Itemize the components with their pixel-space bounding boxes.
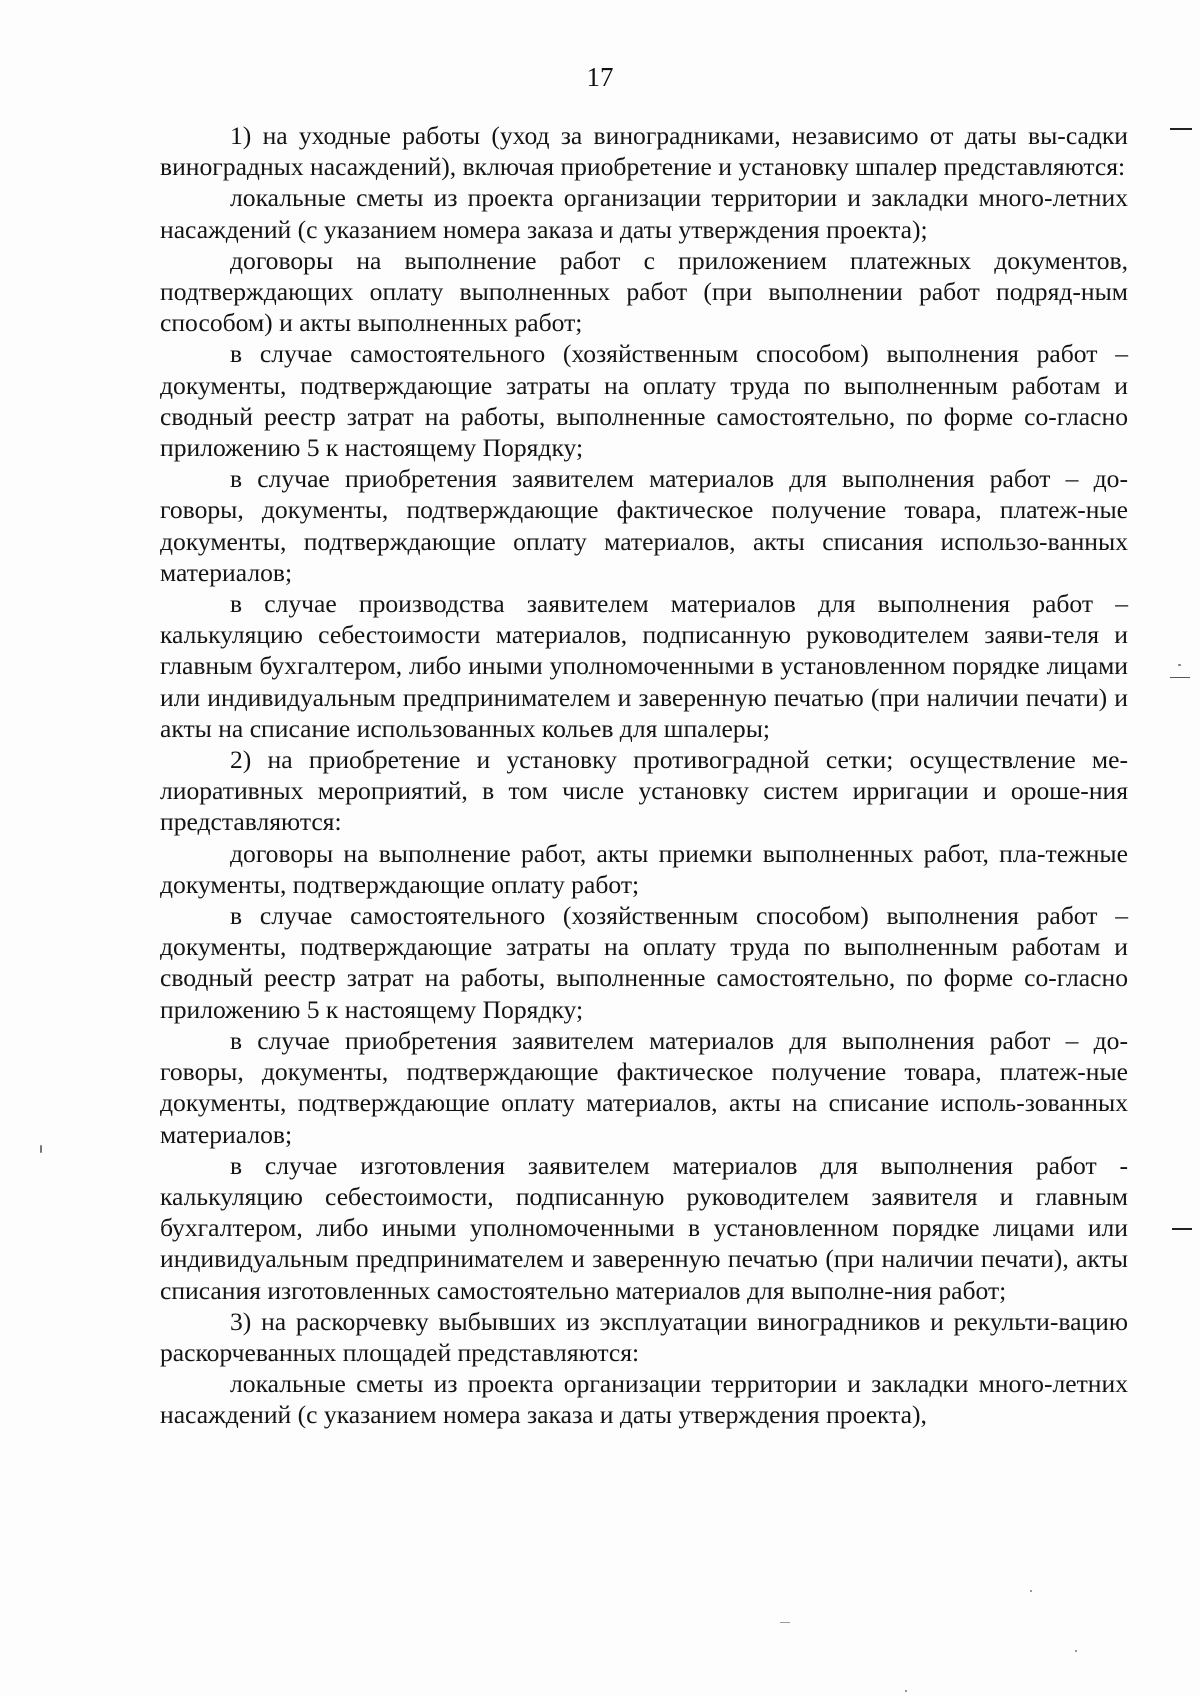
paragraph-6: в случае производства заявителем материалов для выполнения работ – калькуляцию себестоимости материалов, подписанную руководителем заяви-теля и главным бухгалтером, либо иными уполномоченными в установленном порядке лицами или индивидуальным предпринимателем и заверенную печатью (при наличии печати) и акты на списание использованных кольев для шпалеры; [160,589,1128,743]
paragraph-10: в случае приобретения заявителем материалов для выполнения работ – до-говоры, документы, подтверждающие фактическое получение товара, платеж-ные документы, подтверждающие оплату материалов, акты на списание исполь-зованных материалов; [160,1025,1128,1149]
paragraph-9: в случае самостоятельного (хозяйственным способом) выполнения работ – документы, подтверждающие затраты на оплату труда по выполненным работам и сводный реестр затрат на работы, выполненные самостоятельно, по форме со-гласно приложению 5 к настоящему Порядку; [160,901,1128,1024]
scan-speck [40,1145,42,1153]
paragraph-7: 2) на приобретение и установку противоградной сетки; осуществление ме-лиоративных мероприятий, в том числе установку систем ирригации и ороше-ния представляются: [160,745,1128,837]
paragraph-12: 3) на раскорчевку выбывших из эксплуатации виноградников и рекульти-вацию раскорчеванных площадей представляются: [160,1306,1128,1367]
paragraph-5: в случае приобретения заявителем материалов для выполнения работ – до-говоры, документы, подтверждающие фактическое получение товара, платеж-ные документы, подтверждающие оплату материалов, акты списания использо-ванных материалов; [160,464,1128,587]
margin-scan-mark [1172,1228,1192,1230]
scan-speck [905,1690,907,1692]
scan-speck [1030,1590,1032,1592]
scan-speck [1178,664,1181,666]
paragraph-4: в случае самостоятельного (хозяйственным способом) выполнения работ – документы, подтверждающие затраты на оплату труда по выполненным работам и сводный реестр затрат на работы, выполненные самостоятельно, по форме со-гласно приложению 5 к настоящему Порядку; [160,339,1128,463]
paragraph-1: 1) на уходные работы (уход за виноградниками, независимо от даты вы-садки виноградных насаждений), включая приобретение и установку шпалер представляются: [160,121,1128,182]
paragraph-8: договоры на выполнение работ, акты приемки выполненных работ, пла-тежные документы, подтверждающие оплату работ; [160,838,1128,899]
paragraph-13: локальные сметы из проекта организации территории и закладки много-летних насаждений (с указанием номера заказа и даты утверждения проекта), [160,1369,1128,1430]
margin-scan-mark [1170,128,1192,130]
scan-speck [780,1622,790,1623]
paragraph-11: в случае изготовления заявителем материалов для выполнения работ - калькуляцию себестоимости, подписанную руководителем заявителя и главным бухгалтером, либо иными уполномоченными в установленном порядке лицами или индивидуальным предпринимателем и заверенную печатью (при наличии печати), акты списания изготовленных самостоятельно материалов для выполне-ния работ; [160,1150,1128,1305]
scan-speck [1075,1650,1077,1652]
paragraph-3: договоры на выполнение работ с приложением платежных документов, подтверждающих оплату выполненных работ (при выполнении работ подряд-ным способом) и акты выполненных работ; [160,245,1128,338]
page-number: 17 [586,62,614,92]
document-body [160,120,1128,1431]
paragraph-2: локальные сметы из проекта организации территории и закладки много-летних насаждений (с указанием номера заказа и даты утверждения проекта); [160,183,1128,244]
margin-scan-mark [1170,677,1190,678]
